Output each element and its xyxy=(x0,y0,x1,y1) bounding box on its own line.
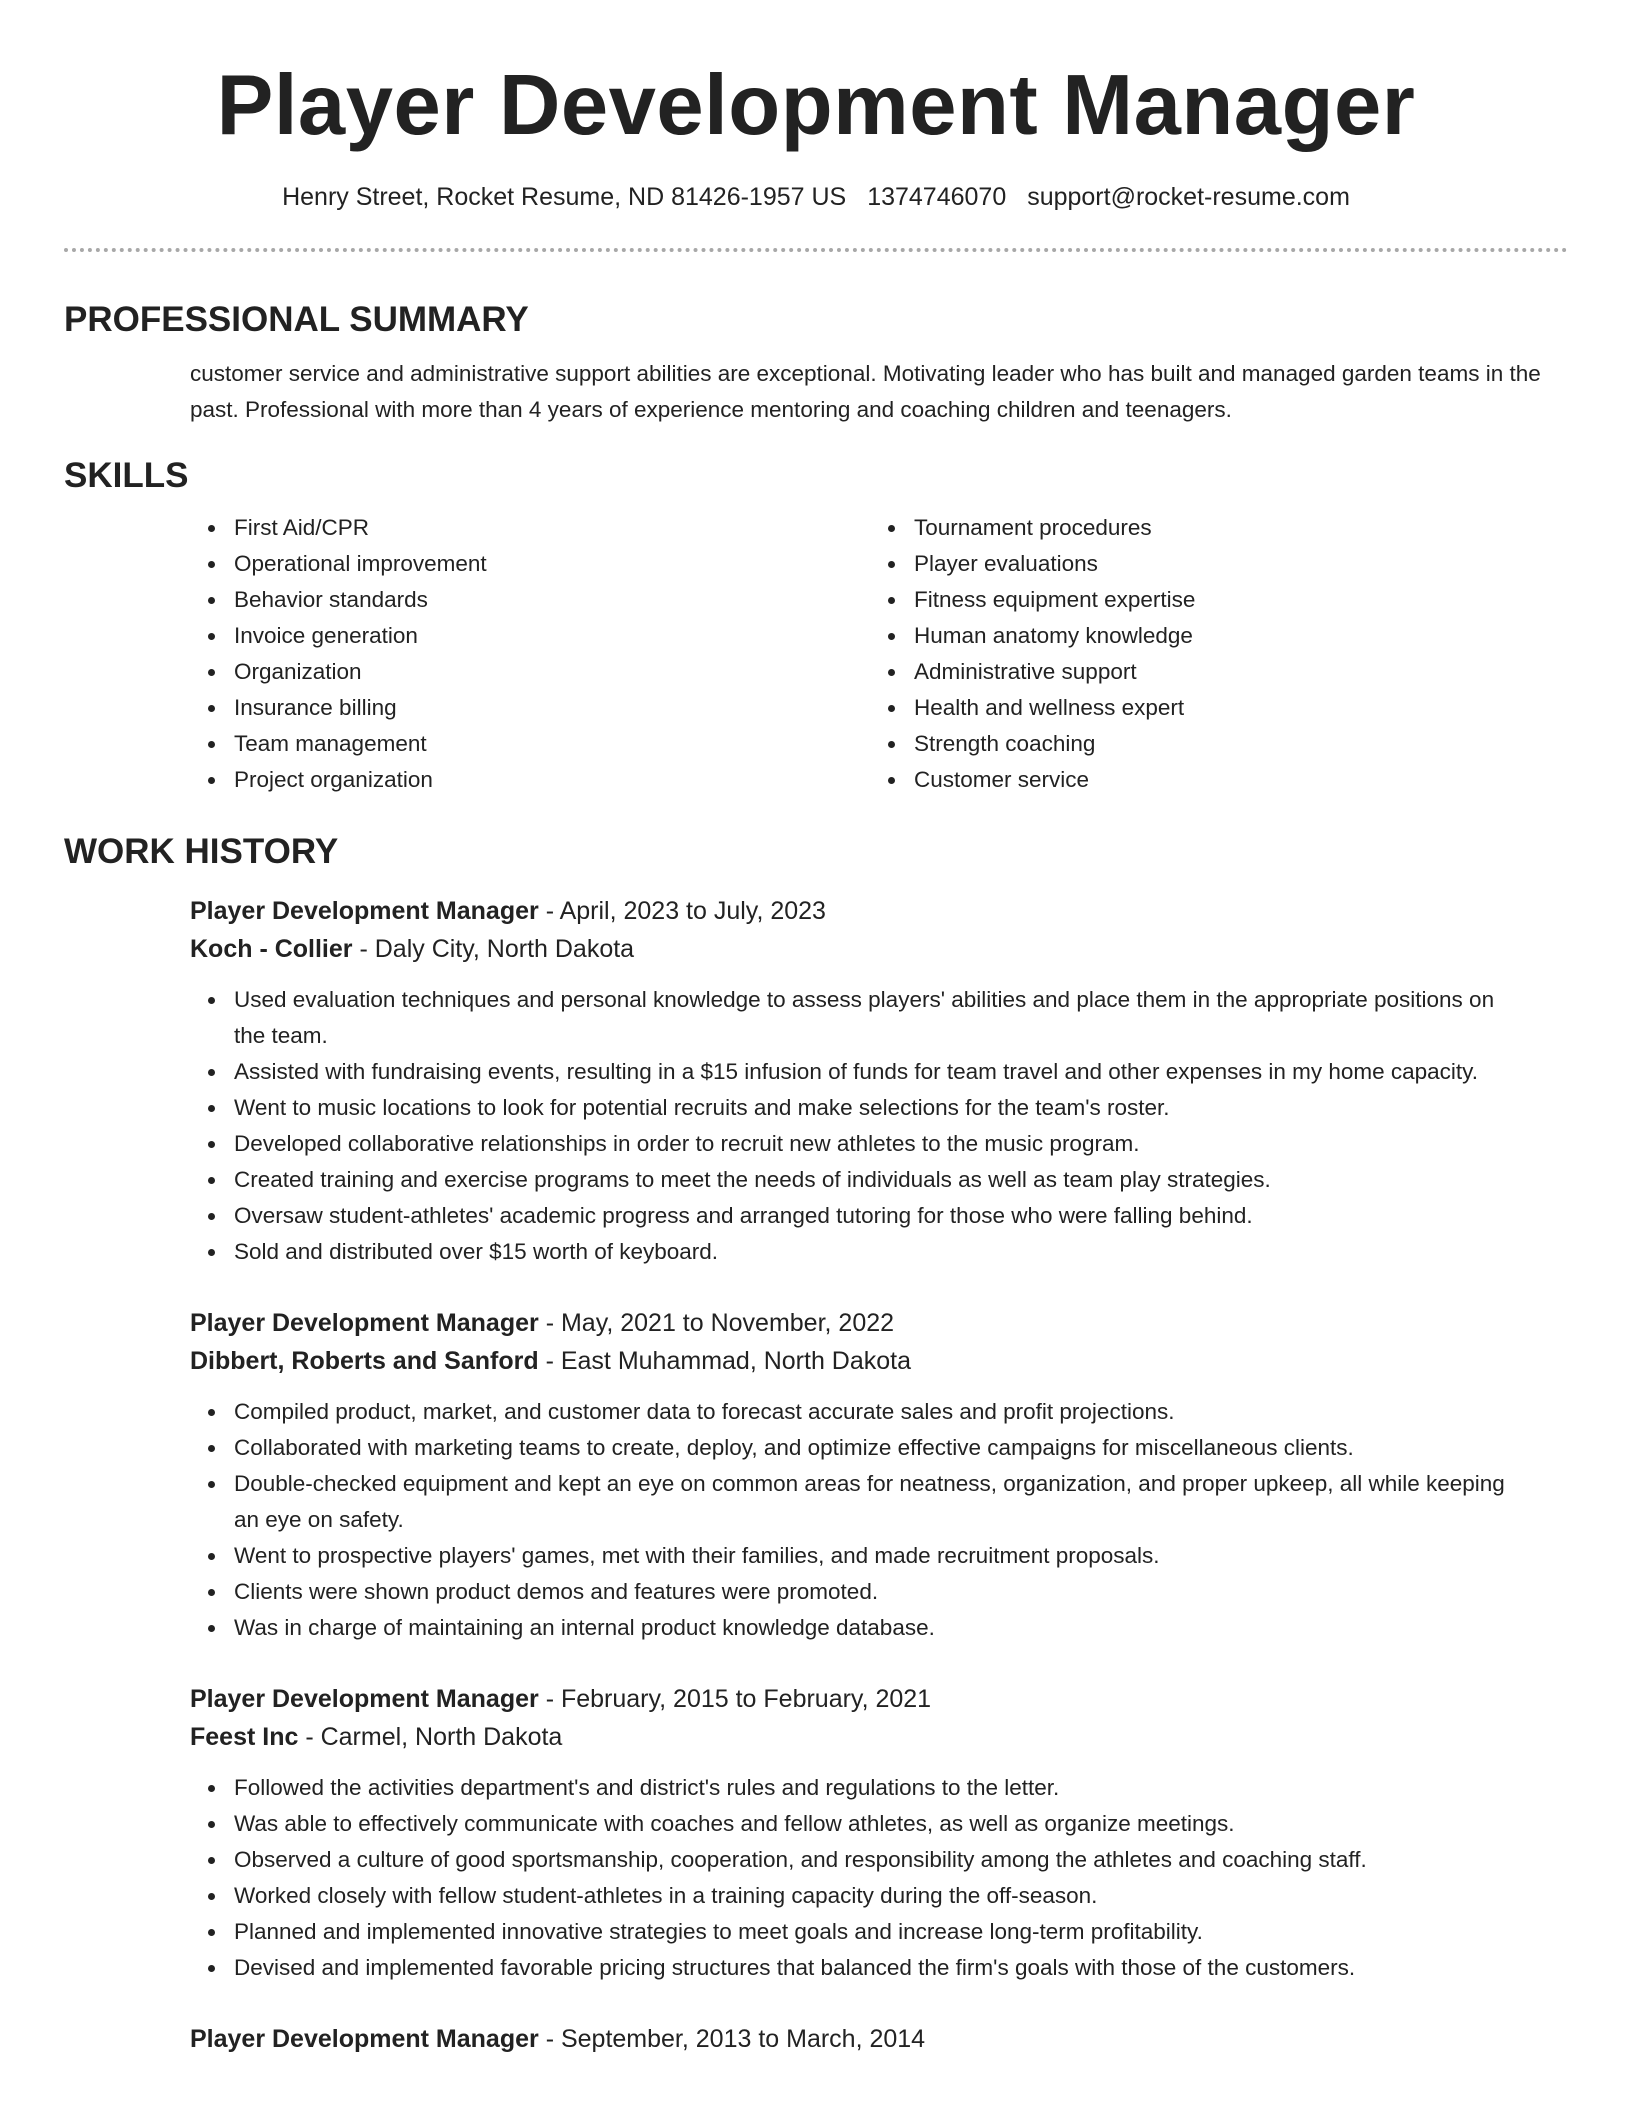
duty-item: Sold and distributed over $15 worth of keyboard. xyxy=(190,1234,1568,1270)
duty-item: Collaborated with marketing teams to create, deploy, and optimize effective campaigns for miscellaneous clients. xyxy=(190,1430,1568,1466)
job-entry xyxy=(190,892,1568,1270)
skill-item: First Aid/CPR xyxy=(190,510,870,546)
duty-item: Followed the activities department's and district's rules and regulations to the letter. xyxy=(190,1770,1568,1806)
contact-info xyxy=(64,180,1568,214)
phone: 1374746070 xyxy=(867,183,1007,211)
skill-item: Human anatomy knowledge xyxy=(870,618,1195,654)
duty-item: Assisted with fundraising events, resulting in a $15 infusion of funds for team travel and other expenses in my home capacity. xyxy=(190,1054,1568,1090)
job-dates: - September, 2013 to March, 2014 xyxy=(538,2025,926,2053)
email: support@rocket-resume.com xyxy=(1027,183,1350,211)
duty-item: Devised and implemented favorable pricing structures that balanced the firm's goals with those of the customers. xyxy=(190,1950,1568,1986)
job-entry xyxy=(190,2020,1568,2058)
skill-item: Player evaluations xyxy=(870,546,1195,582)
job-company: Dibbert, Roberts and Sanford xyxy=(190,1347,539,1375)
duty-item: Observed a culture of good sportsmanship, cooperation, and responsibility among the athletes and coaching staff. xyxy=(190,1842,1568,1878)
job-role: Player Development Manager xyxy=(190,2025,539,2053)
header-divider xyxy=(64,248,1568,252)
duty-item: Went to prospective players' games, met with their families, and made recruitment proposals. xyxy=(190,1538,1568,1574)
section-title-work-history: WORK HISTORY xyxy=(64,832,339,871)
candidate-name: Player Development Manager xyxy=(216,58,1416,153)
skills-column-left xyxy=(190,510,870,798)
duty-item: Double-checked equipment and kept an eye on common areas for neatness, organization, and proper upkeep, all while keeping an eye on safety. xyxy=(190,1466,1568,1538)
job-role: Player Development Manager xyxy=(190,1685,539,1713)
skill-item: Behavior standards xyxy=(190,582,870,618)
duty-item: Oversaw student-athletes' academic progress and arranged tutoring for those who were falling behind. xyxy=(190,1198,1568,1234)
job-duties xyxy=(190,982,1568,1270)
job-role-line xyxy=(190,2020,1568,2058)
job-role: Player Development Manager xyxy=(190,897,539,925)
duty-item: Compiled product, market, and customer data to forecast accurate sales and profit projections. xyxy=(190,1394,1568,1430)
job-company: Feest Inc xyxy=(190,1723,299,1751)
skill-item: Team management xyxy=(190,726,870,762)
job-location: - Daly City, North Dakota xyxy=(352,935,635,963)
job-entry xyxy=(190,1680,1568,1986)
summary-text: customer service and administrative support abilities are exceptional. Motivating leader who has built and managed garden teams in the past. Professional with more than 4 years of experience mentoring and coaching children and teenagers. xyxy=(190,361,1541,422)
job-duties xyxy=(190,1770,1568,1986)
job-dates: - April, 2023 to July, 2023 xyxy=(538,897,826,925)
skill-item: Health and wellness expert xyxy=(870,690,1195,726)
duty-item: Worked closely with fellow student-athletes in a training capacity during the off-season. xyxy=(190,1878,1568,1914)
duty-item: Went to music locations to look for potential recruits and make selections for the team's roster. xyxy=(190,1090,1568,1126)
job-duties xyxy=(190,1394,1568,1646)
job-company: Koch - Collier xyxy=(190,935,353,963)
duty-item: Planned and implemented innovative strategies to meet goals and increase long-term profitability. xyxy=(190,1914,1568,1950)
skill-item: Customer service xyxy=(870,762,1195,798)
job-location: - East Muhammad, North Dakota xyxy=(538,1347,912,1375)
job-entry xyxy=(190,1304,1568,1646)
job-dates: - May, 2021 to November, 2022 xyxy=(538,1309,895,1337)
section-title-skills: SKILLS xyxy=(64,456,189,495)
skill-item: Strength coaching xyxy=(870,726,1195,762)
skill-item: Organization xyxy=(190,654,870,690)
skills-list xyxy=(64,510,1568,798)
duty-item: Clients were shown product demos and features were promoted. xyxy=(190,1574,1568,1610)
job-company-line xyxy=(190,930,1568,968)
address: Henry Street, Rocket Resume, ND 81426-1957 US xyxy=(282,183,847,211)
job-location: - Carmel, North Dakota xyxy=(298,1723,563,1751)
job-company-line xyxy=(190,1718,1568,1756)
job-role-line xyxy=(190,1304,1568,1342)
skill-item: Administrative support xyxy=(870,654,1195,690)
skill-item: Invoice generation xyxy=(190,618,870,654)
duty-item: Was in charge of maintaining an internal product knowledge database. xyxy=(190,1610,1568,1646)
job-role: Player Development Manager xyxy=(190,1309,539,1337)
duty-item: Was able to effectively communicate with coaches and fellow athletes, as well as organize meetings. xyxy=(190,1806,1568,1842)
job-role-line xyxy=(190,892,1568,930)
skill-item: Operational improvement xyxy=(190,546,870,582)
skill-item: Project organization xyxy=(190,762,870,798)
job-role-line xyxy=(190,1680,1568,1718)
duty-item: Created training and exercise programs to meet the needs of individuals as well as team play strategies. xyxy=(190,1162,1568,1198)
skill-item: Tournament procedures xyxy=(870,510,1195,546)
skills-column-right xyxy=(870,510,1195,798)
job-company-line xyxy=(190,1342,1568,1380)
job-dates: - February, 2015 to February, 2021 xyxy=(538,1685,932,1713)
section-title-summary: PROFESSIONAL SUMMARY xyxy=(64,300,529,339)
skill-item: Fitness equipment expertise xyxy=(870,582,1195,618)
duty-item: Developed collaborative relationships in order to recruit new athletes to the music program. xyxy=(190,1126,1568,1162)
skill-item: Insurance billing xyxy=(190,690,870,726)
duty-item: Used evaluation techniques and personal knowledge to assess players' abilities and place them in the appropriate positions on the team. xyxy=(190,982,1568,1054)
